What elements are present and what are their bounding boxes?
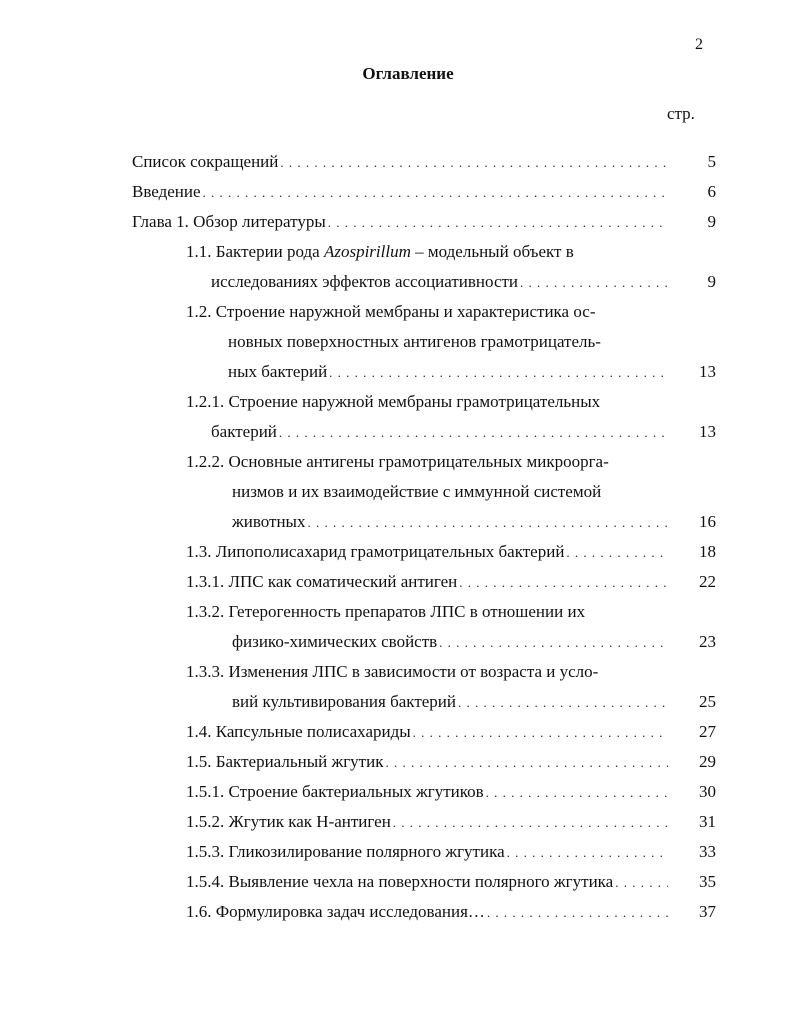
page-number: 2 bbox=[695, 36, 703, 53]
dot-leader bbox=[280, 152, 668, 174]
toc-entry-title: 1.5.1. Строение бактериальных жгутиков bbox=[186, 782, 484, 801]
toc-entry-1-2-1[interactable] bbox=[211, 421, 668, 443]
toc-page-number: 13 bbox=[699, 362, 716, 381]
dot-leader bbox=[458, 692, 668, 714]
toc-entry-1-2[interactable] bbox=[228, 361, 668, 383]
toc-entry-title: 1.6. Формулировка задач исследования… bbox=[186, 902, 485, 921]
toc-page-number: 25 bbox=[699, 692, 716, 711]
toc-entry-title: 1.5.3. Гликозилирование полярного жгутика bbox=[186, 842, 505, 861]
toc-page-number: 9 bbox=[707, 212, 716, 231]
pages-column-label: стр. bbox=[667, 104, 695, 123]
toc-entry-1-4[interactable] bbox=[186, 721, 668, 743]
toc-entry-title: вий культивирования бактерий bbox=[232, 692, 456, 711]
toc-page-number: 13 bbox=[699, 422, 716, 441]
toc-entry-title: ных бактерий bbox=[228, 362, 328, 381]
dot-leader bbox=[487, 902, 668, 924]
page-title: Оглавление bbox=[362, 64, 454, 83]
toc-entry-title: 1.5.2. Жгутик как Н-антиген bbox=[186, 812, 391, 831]
toc-page-number: 35 bbox=[699, 872, 716, 891]
dot-leader bbox=[439, 632, 668, 654]
dot-leader bbox=[279, 422, 668, 444]
dot-leader bbox=[566, 542, 668, 564]
dot-leader bbox=[507, 842, 668, 864]
toc-entry-title: физико-химических свойств bbox=[232, 632, 438, 651]
toc-page-number: 37 bbox=[699, 902, 716, 921]
toc-entry-1-3-3[interactable] bbox=[232, 691, 668, 713]
toc-entry-introduction[interactable] bbox=[132, 181, 668, 203]
dot-leader bbox=[385, 752, 668, 774]
toc-page-number: 9 bbox=[707, 272, 716, 291]
toc-entry-title: Список сокращений bbox=[132, 152, 279, 171]
toc-page-number: 29 bbox=[699, 752, 716, 771]
toc-entry-1-2-2-line1[interactable]: 1.2.2. Основные антигены грамотрицательных микроорга- bbox=[186, 452, 609, 471]
toc-entry-abbreviations[interactable] bbox=[132, 151, 668, 173]
dot-leader bbox=[459, 572, 668, 594]
toc-entry-title: Введение bbox=[132, 182, 201, 201]
toc-entry-1-2-1-line1[interactable]: 1.2.1. Строение наружной мембраны грамотрицательных bbox=[186, 392, 601, 411]
toc-entry-1-5-3[interactable] bbox=[186, 841, 668, 863]
toc-entry-title: 1.4. Капсульные полисахариды bbox=[186, 722, 411, 741]
toc-entry-italic-text: Azospirillum bbox=[323, 242, 411, 261]
toc-page-number: 22 bbox=[699, 572, 716, 591]
toc-entry-1-2-2-line2[interactable]: низмов и их взаимодействие с иммунной системой bbox=[232, 482, 602, 501]
toc-entry-chapter-1[interactable] bbox=[132, 211, 668, 233]
toc-entry-1-3-1[interactable] bbox=[186, 571, 668, 593]
toc-page-number: 5 bbox=[707, 152, 716, 171]
toc-entry-1-5-1[interactable] bbox=[186, 781, 668, 803]
toc-entry-1-3-3-line1[interactable]: 1.3.3. Изменения ЛПС в зависимости от возраста и усло- bbox=[186, 662, 599, 681]
toc-entry-title: 1.5. Бактериальный жгутик bbox=[186, 752, 384, 771]
dot-leader bbox=[329, 362, 668, 384]
toc-entry-1-1[interactable] bbox=[211, 271, 668, 293]
toc-page-number: 6 bbox=[707, 182, 716, 201]
dot-leader bbox=[615, 872, 668, 894]
dot-leader bbox=[413, 722, 668, 744]
toc-entry-1-3-2[interactable] bbox=[232, 631, 668, 653]
toc-page-number: 27 bbox=[699, 722, 716, 741]
toc-entry-text: 1.1. Бактерии рода bbox=[186, 242, 324, 261]
toc-entry-1-2-2[interactable] bbox=[232, 511, 668, 533]
dot-leader bbox=[486, 782, 668, 804]
toc-entry-1-3-2-line1[interactable]: 1.3.2. Гетерогенность препаратов ЛПС в отношении их bbox=[186, 602, 586, 621]
toc-entry-title: исследованиях эффектов ассоциативности bbox=[211, 272, 519, 291]
toc-page-number: 31 bbox=[699, 812, 716, 831]
toc-entry-text: – модельный объект в bbox=[410, 242, 574, 261]
dot-leader bbox=[307, 512, 668, 534]
dot-leader bbox=[328, 212, 668, 234]
toc-entry-1-2-line2[interactable]: новных поверхностных антигенов грамотрицатель- bbox=[228, 332, 601, 351]
toc-entry-title: Глава 1. Обзор литературы bbox=[132, 212, 326, 231]
toc-page-number: 16 bbox=[699, 512, 716, 531]
toc-page-number: 18 bbox=[699, 542, 716, 561]
toc-entry-title: животных bbox=[232, 512, 306, 531]
toc-page-number: 23 bbox=[699, 632, 716, 651]
toc-entry-1-1-line1[interactable] bbox=[186, 241, 574, 263]
toc-page-number: 30 bbox=[699, 782, 716, 801]
toc-page-number: 33 bbox=[699, 842, 716, 861]
dot-leader bbox=[203, 182, 668, 204]
dot-leader bbox=[520, 272, 668, 294]
toc-entry-title: 1.5.4. Выявление чехла на поверхности полярного жгутика bbox=[186, 872, 614, 891]
toc-entry-1-5-4[interactable] bbox=[186, 871, 668, 893]
toc-entry-title: 1.3.1. ЛПС как соматический антиген bbox=[186, 572, 458, 591]
toc-entry-title: 1.3. Липополисахарид грамотрицательных бактерий bbox=[186, 542, 565, 561]
toc-entry-1-2-line1[interactable]: 1.2. Строение наружной мембраны и характеристика ос- bbox=[186, 302, 596, 321]
toc-entry-1-3[interactable] bbox=[186, 541, 668, 563]
toc-entry-title: бактерий bbox=[211, 422, 277, 441]
toc-entry-1-5[interactable] bbox=[186, 751, 668, 773]
dot-leader bbox=[393, 812, 668, 834]
toc-entry-1-5-2[interactable] bbox=[186, 811, 668, 833]
toc-entry-1-6[interactable] bbox=[186, 901, 668, 923]
